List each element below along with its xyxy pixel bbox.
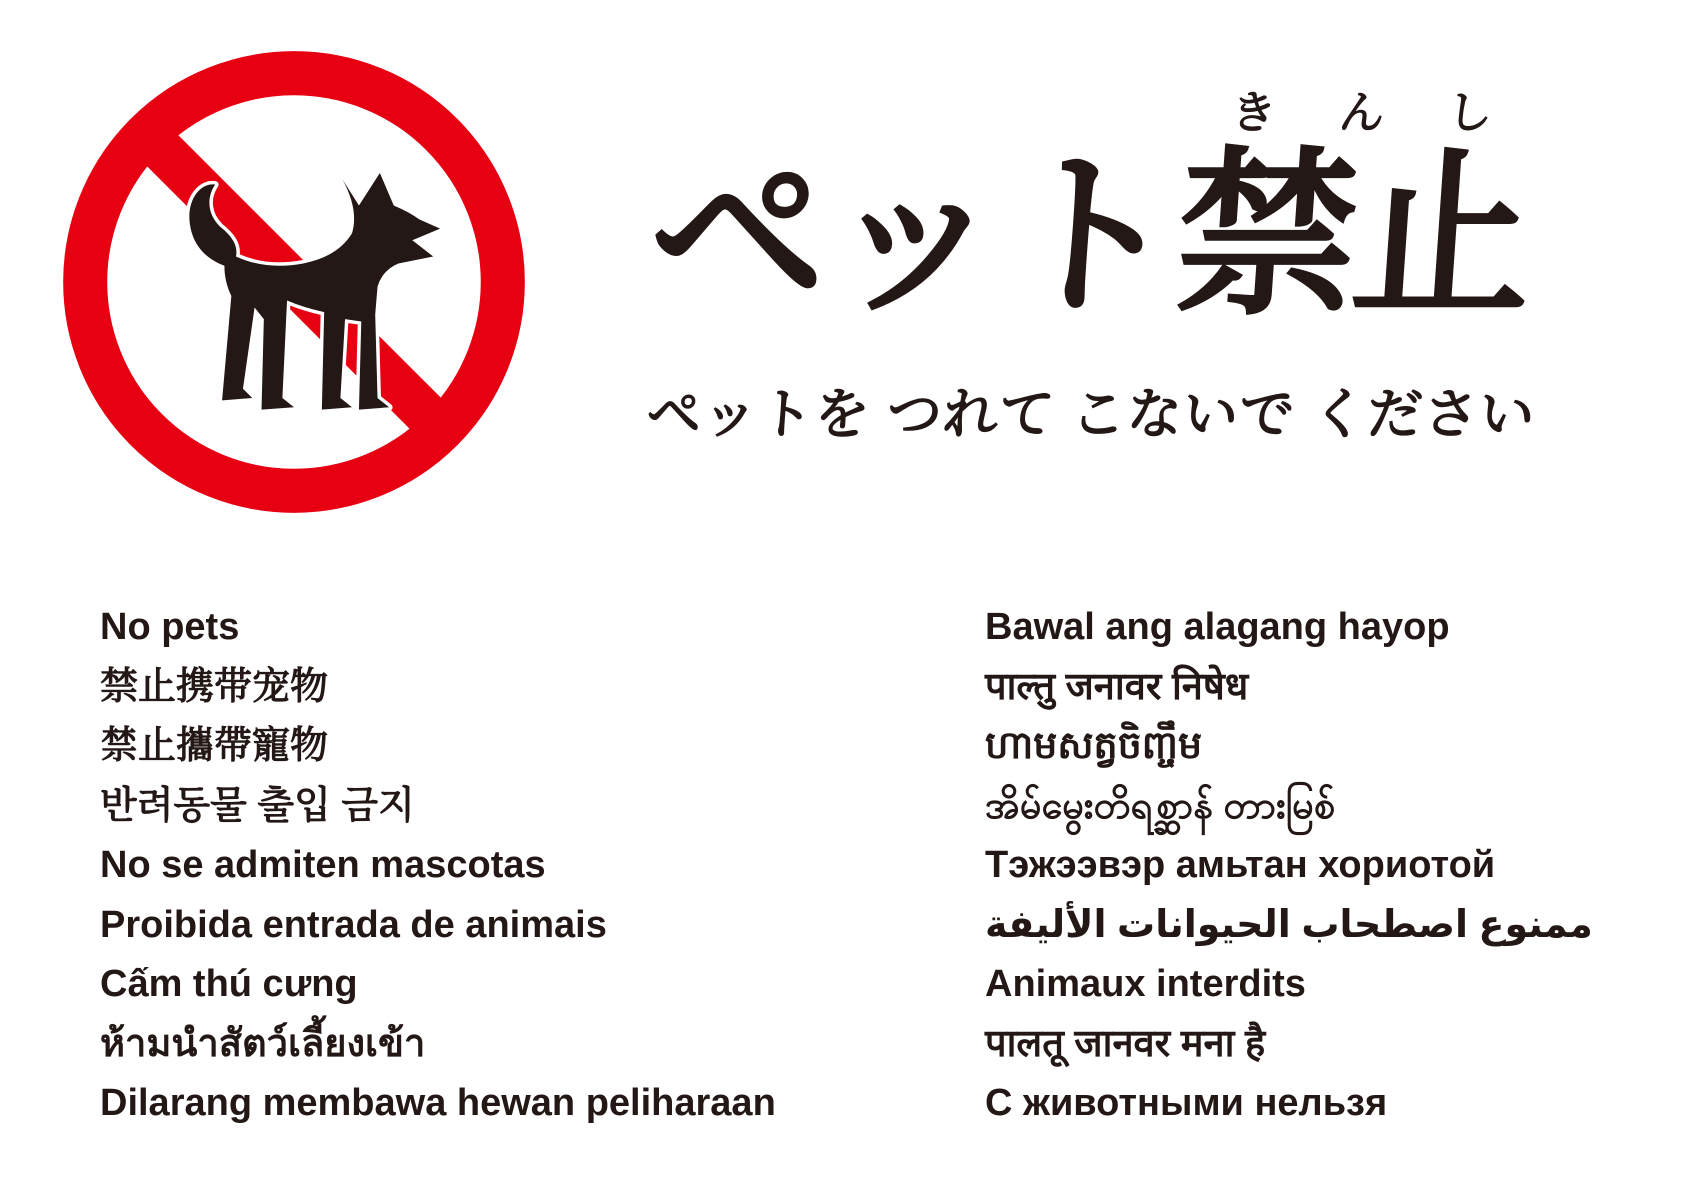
title-katakana: ペット <box>641 136 1185 337</box>
translation-item: ห้ามนำสัตว์เลี้ยงเข้า <box>100 1022 426 1065</box>
headline-block <box>556 87 1626 446</box>
translation-item: Тэжээвэр амьтан хориотой <box>985 844 1496 886</box>
translation-item: Proibida entrada de animais <box>100 903 607 946</box>
translation-item: 반려동물 출입 금지 <box>100 784 415 827</box>
translation-item: အိမ်မွေးတိရစ္ဆာန် တားမြစ် <box>985 784 1336 827</box>
title-kanji: 禁止 <box>1170 136 1537 337</box>
translation-item: ممنوع اصطحاب الحيوانات الأليفة <box>985 903 1593 946</box>
translation-item: Animaux interdits <box>985 963 1306 1005</box>
translation-item: Bawal ang alagang hayop <box>985 606 1450 648</box>
translation-item: С животными нельзя <box>985 1082 1388 1124</box>
title-kanji-with-furigana <box>1170 87 1540 337</box>
furigana-char: し <box>1445 87 1494 138</box>
furigana-char: ん <box>1337 87 1386 138</box>
translation-item: Cấm thú cưng <box>100 963 358 1005</box>
translation-item: पाल्तु जनावर निषेध <box>985 665 1249 708</box>
subtitle: ペットを つれて こないで ください <box>644 383 1538 445</box>
page-title <box>548 87 1635 337</box>
no-pets-prohibition-sign <box>62 50 526 514</box>
furigana <box>1184 87 1539 138</box>
translations-right-column <box>985 598 1593 1134</box>
furigana-char: き <box>1229 87 1278 138</box>
translations-left-column <box>100 598 776 1134</box>
translation-item: 禁止携带宠物 <box>100 665 329 708</box>
translation-item: 禁止攜帶寵物 <box>100 725 329 767</box>
translation-item: पालतू जानवर मना है <box>985 1022 1266 1065</box>
translation-item: ហាមសត្វចិញ្ចឹម <box>985 725 1203 767</box>
translation-item: No pets <box>100 606 240 648</box>
translation-item: No se admiten mascotas <box>100 844 546 886</box>
translation-item: Dilarang membawa hewan peliharaan <box>100 1082 776 1124</box>
